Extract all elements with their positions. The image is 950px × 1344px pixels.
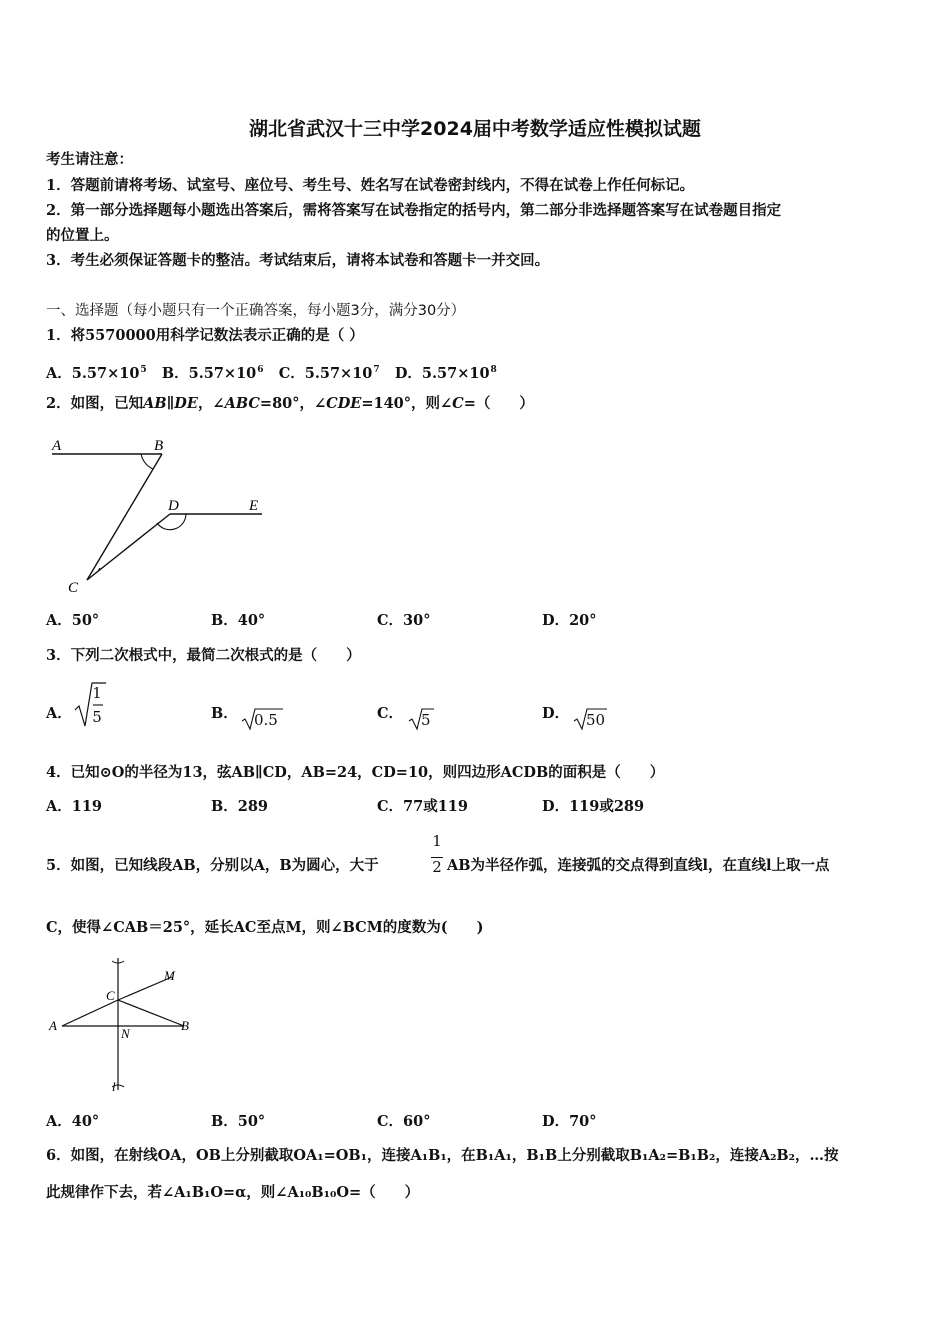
q3-option-c-radicand: 5 [421, 711, 431, 729]
q3-option-b-radicand: 0.5 [254, 711, 278, 729]
q4-stem: 4．已知⊙O的半径为13，弦AB∥CD，AB=24，CD=10，则四边形ACDB的面积是（ ） [46, 764, 665, 781]
q5-label-c: C [106, 988, 115, 1003]
q3-stem: 3．下列二次根式中，最简二次根式的是（ ） [46, 647, 361, 664]
q2-label-c: C [68, 580, 79, 596]
q5-fraction-num: 1 [432, 832, 442, 850]
q5-label-n: N [121, 1026, 130, 1041]
q5-option-b[interactable]: B．50° [211, 1113, 266, 1130]
q2-figure [40, 432, 280, 600]
q5-label-m: M [164, 968, 175, 983]
q1-option-a[interactable]: A．$5.57\times 10^5$ [46, 365, 147, 382]
q6-stem-line1: 6．如图，在射线OA，OB上分别截取OA₁=OB₁，连接A₁B₁，在B₁A₁，B₁B上分别截取B₁A₂=B₁B₂，连接A₂B₂，…按 [46, 1147, 839, 1164]
q3-option-d-label[interactable]: D． [542, 705, 570, 722]
q2-label-e: E [249, 498, 259, 514]
q1-option-d[interactable]: D．$5.57\times 10^8$ [394, 365, 497, 382]
section-heading: 一、选择题（每小题只有一个正确答案，每小题3分，满分30分） [46, 303, 466, 319]
q3-option-d-radicand: 50 [586, 711, 606, 729]
q1-options [46, 361, 497, 383]
notice-item-3: 3．考生必须保证答题卡的整洁。考试结束后，请将本试卷和答题卡一并交回。 [46, 252, 550, 269]
q3-option-a-den: 5 [92, 708, 102, 726]
q5-label-a: A [49, 1018, 57, 1033]
q5-option-d[interactable]: D．70° [542, 1113, 597, 1130]
notice-item-1: 1．答题前请将考场、试室号、座位号、考生号、姓名写在试卷密封线内，不得在试卷上作任何标记。 [46, 177, 695, 194]
notice-heading: 考生请注意： [46, 151, 133, 168]
q3-option-a-num: 1 [92, 684, 102, 702]
q3-option-c-label[interactable]: C． [377, 705, 404, 722]
q5-option-a[interactable]: A．40° [46, 1113, 100, 1130]
q4-option-b[interactable]: B．289 [211, 798, 269, 815]
q2-option-a[interactable]: A．50° [46, 612, 100, 629]
q6-stem-line2: 此规律作下去，若∠A₁B₁O=α，则∠A₁₀B₁₀O=（ ） [46, 1184, 420, 1201]
q1-option-b[interactable]: B．$5.57\times 10^6$ [161, 365, 264, 382]
q2-label-a: A [52, 438, 62, 454]
q4-option-a[interactable]: A．119 [46, 798, 103, 815]
q3-option-a-label[interactable]: A． [46, 705, 72, 722]
q4-option-d[interactable]: D．119或289 [542, 798, 645, 815]
q1-stem: 1．将5570000用科学记数法表示正确的是（ ） [46, 327, 364, 344]
q5-stem-part3: C，使得∠CAB＝25°，延长AC至点M，则∠BCM的度数为( ) [46, 919, 484, 936]
q2-label-d: D [168, 498, 179, 514]
q5-label-b: B [181, 1018, 189, 1033]
q5-label-l: l [112, 1079, 116, 1094]
q2-option-d[interactable]: D．20° [542, 612, 597, 629]
notice-item-2: 2．第一部分选择题每小题选出答案后，需将答案写在试卷指定的括号内，第二部分非选择题答案写在试卷题目指定 [46, 202, 782, 219]
q5-stem-part1: 5．如图，已知线段AB，分别以A，B为圆心，大于 [46, 857, 379, 874]
q3-option-b-label[interactable]: B． [211, 705, 238, 722]
page-title: 湖北省武汉十三中学2024届中考数学适应性模拟试题 [249, 118, 701, 140]
q1-option-c[interactable]: C．$5.57\times 10^7$ [278, 365, 380, 382]
q2-option-c[interactable]: C．30° [377, 612, 431, 629]
notice-item-2-cont: 的位置上。 [46, 227, 119, 244]
q5-figure [44, 955, 204, 1097]
q2-label-b: B [154, 438, 164, 454]
q2-stem: 2．如图，已知AB∥DE，∠ABC=80°，∠CDE=140°，则∠C=（ ） [46, 395, 534, 412]
q2-option-b[interactable]: B．40° [211, 612, 266, 629]
q5-fraction-den: 2 [432, 858, 442, 876]
q5-stem-part2: AB为半径作弧，连接弧的交点得到直线l，在直线l上取一点 [447, 857, 830, 874]
q5-option-c[interactable]: C．60° [377, 1113, 431, 1130]
q4-option-c[interactable]: C．77或119 [377, 798, 468, 815]
